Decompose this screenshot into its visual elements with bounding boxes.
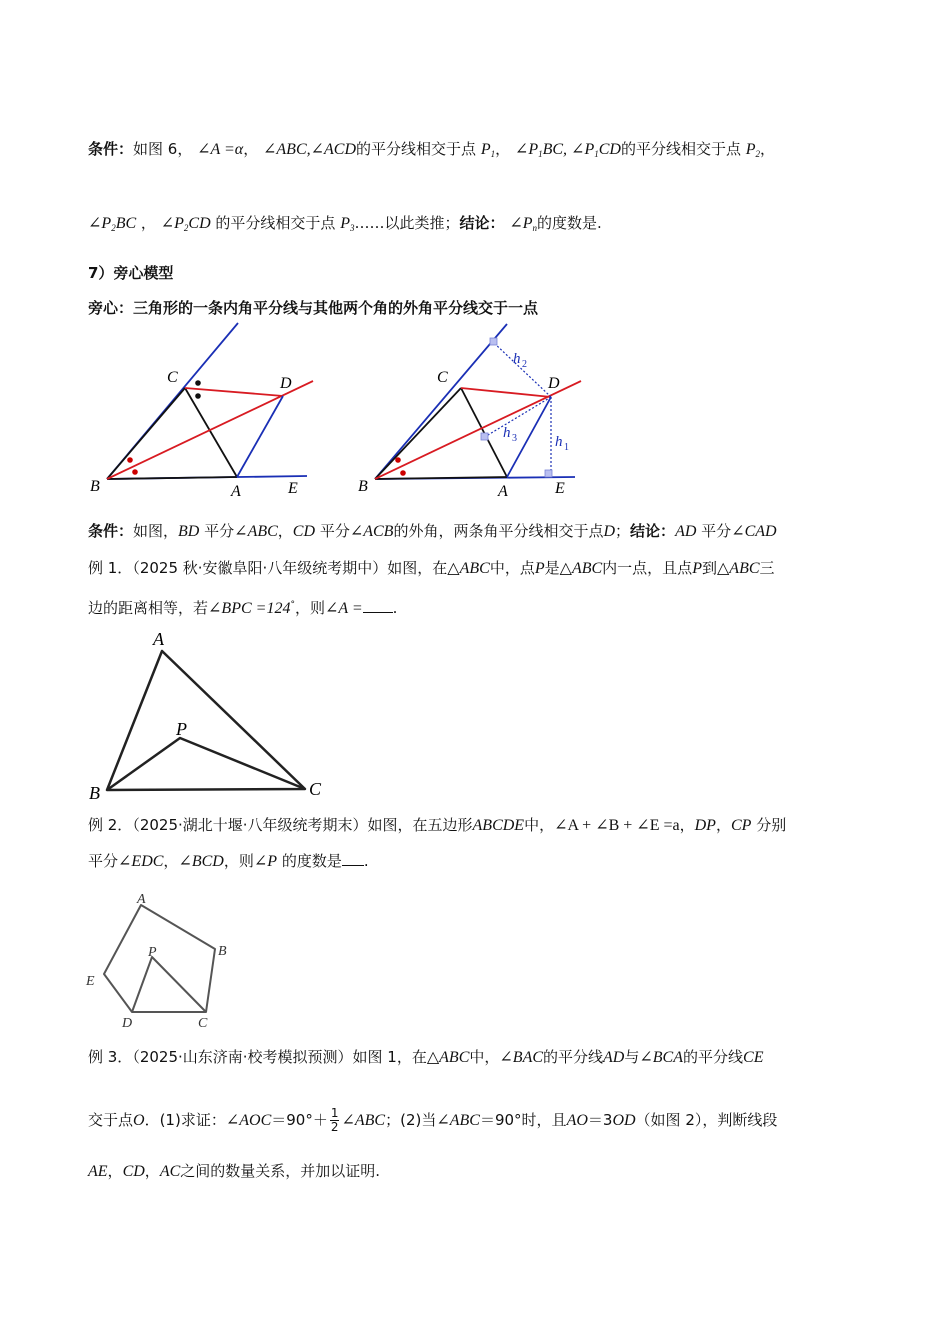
text: ， (679, 816, 695, 834)
text: 平分 (204, 522, 235, 540)
angle-sum: ∠A + ∠B + ∠E =a (554, 817, 680, 834)
angles-p1: $\angle P_1BC$, $\angle P_1CD$ (514, 141, 621, 159)
angle-bpc: ∠BPC =124 (208, 600, 291, 617)
text: 平分 (88, 852, 119, 870)
text: ， (140, 214, 156, 232)
text: 的外角，两条角平分线相交于点 (393, 522, 604, 540)
text: ；(2)当 (385, 1111, 437, 1129)
label-a: A (137, 892, 146, 907)
text: 是 (544, 559, 560, 577)
text: ， (144, 1162, 160, 1180)
label-h2: h (513, 351, 521, 367)
answer-blank[interactable] (342, 851, 364, 866)
example3-line2 (88, 1107, 777, 1134)
point-o: O (133, 1112, 145, 1129)
segment-ac: AC (159, 1163, 181, 1180)
label-h3-sub: 3 (512, 433, 517, 444)
condition-label: 条件： (88, 522, 134, 540)
text: ，则 (294, 599, 325, 617)
angle-p2bc: $\angle P_2BC$ (88, 215, 137, 233)
label-h2-sub: 2 (522, 359, 527, 370)
example-label: 例 2． (88, 816, 133, 834)
text: ＝90°时，且 (479, 1111, 567, 1129)
text: （2025·山东济南·校考模拟预测）如图 1，在 (132, 1048, 427, 1066)
segment-ad: AD (675, 523, 697, 540)
fraction-one-half: $\frac{1}{2}$ (330, 1106, 339, 1134)
example3-line3 (88, 1160, 380, 1183)
text: 交于点 (88, 1111, 134, 1129)
label-p: P (148, 945, 157, 960)
point-d: D (603, 523, 616, 540)
segment-cd: CD (292, 523, 316, 540)
label-a: A (153, 629, 164, 649)
text: （2025 秋·安徽阜阳·八年级统考期中）如图，在 (132, 559, 448, 577)
segment-ce: CE (743, 1049, 764, 1066)
angle-cad: ∠CAD (731, 523, 777, 540)
example-label: 例 1． (88, 559, 133, 577)
text: ．(1)求证： (144, 1111, 226, 1129)
point-p3: $P_3$ (340, 215, 355, 233)
label-h1: h (555, 434, 563, 450)
label-b: B (358, 478, 368, 495)
text: 边的距离相等，若 (88, 599, 209, 617)
label-b: B (218, 944, 227, 959)
point-p2: $P_2$ (745, 141, 761, 159)
label-a: A (498, 483, 508, 500)
example2-figure (82, 888, 242, 1033)
label-e: E (555, 480, 565, 497)
condition-label: 条件： (88, 140, 134, 158)
triangle-abc: △ABC (716, 560, 760, 577)
label-p: P (176, 719, 187, 739)
conclusion-label: 结论： (459, 214, 505, 232)
triangle-abc: △ABC (559, 560, 603, 577)
point-p: P (692, 560, 702, 577)
label-h1-sub: 1 (564, 442, 569, 453)
segment-cp: CP (730, 817, 752, 834)
text: 的度数是. (537, 214, 602, 232)
text: 平分 (319, 522, 350, 540)
angle-bac: ∠BAC (499, 1049, 544, 1066)
text: ， (243, 140, 259, 158)
condition7-line (88, 520, 777, 543)
text: 与 (624, 1048, 640, 1066)
angle-abc: ∠ABC (234, 523, 278, 540)
text: ， (107, 1162, 123, 1180)
text: （如图 2），判断线段 (635, 1111, 778, 1129)
pentagon-abcde: ABCDE (472, 817, 525, 834)
label-a: A (231, 483, 241, 500)
text: ， (760, 140, 776, 158)
label-b: B (89, 783, 100, 803)
text: ， (277, 522, 293, 540)
label-e: E (86, 974, 95, 989)
angle-p2cd: $\angle P_2CD$ (160, 215, 211, 233)
text: ， (715, 816, 731, 834)
degree: ° (290, 600, 295, 610)
angle-acb: ∠ACB (349, 523, 394, 540)
text: ，则 (223, 852, 254, 870)
condition6-line1 (88, 138, 775, 165)
text: 平分 (701, 522, 732, 540)
text: 分别 (756, 816, 787, 834)
segment-od: OD (612, 1112, 636, 1129)
text: 如图， (133, 522, 179, 540)
text: （2025·湖北十堰·八年级统考期末）如图，在五边形 (132, 816, 473, 834)
text: 的平分线相交于点 (215, 214, 336, 232)
text: 的平分线 (683, 1048, 744, 1066)
text: ； (615, 522, 631, 540)
label-d: D (280, 375, 292, 392)
label-c: C (198, 1016, 208, 1031)
angle-bca: ∠BCA (639, 1049, 683, 1066)
angle-abc: ∠ABC (436, 1112, 480, 1129)
example1-figure (85, 625, 330, 805)
angle-edc: ∠EDC (118, 853, 164, 870)
text: 的度数是 (281, 852, 342, 870)
section-title: 7）旁心模型 (88, 264, 174, 282)
angle-aoc: ∠AOC (225, 1112, 272, 1129)
triangle-abc: △ABC (426, 1049, 470, 1066)
text: 中， (524, 816, 555, 834)
label-b: B (90, 478, 100, 495)
angle-a: ∠A = (324, 600, 363, 617)
point-p: P (534, 560, 545, 577)
angle-bcd: ∠BCD (178, 853, 224, 870)
text: ＝90°＋ (271, 1111, 328, 1129)
conclusion-label: 结论： (630, 522, 676, 540)
text: . (363, 852, 369, 870)
angle-pn: $\angle P_n$ (509, 215, 537, 233)
label-e: E (288, 480, 298, 497)
segment-ad: AD (603, 1049, 625, 1066)
example-label: 例 3． (88, 1048, 133, 1066)
text: 中，点 (489, 559, 535, 577)
angle-a-alpha: ∠A =α (197, 141, 244, 158)
condition6-line2 (88, 212, 602, 239)
text: ， (495, 140, 511, 158)
label-c: C (309, 779, 322, 799)
answer-blank[interactable] (363, 598, 393, 613)
example1-line2 (88, 594, 397, 620)
angle-abc: ∠ABC (341, 1112, 386, 1129)
text: ……以此类推； (354, 214, 460, 232)
label-d: D (122, 1016, 133, 1031)
label-c: C (167, 369, 178, 386)
text: . (392, 599, 398, 617)
segment-cd: CD (122, 1163, 145, 1180)
text: 内一点，且点 (602, 559, 693, 577)
excenter-figure-right (355, 320, 595, 502)
label-d: D (548, 375, 560, 392)
text: ＝3 (587, 1111, 613, 1129)
label-c: C (437, 369, 448, 386)
text: 之间的数量关系，并加以证明. (180, 1162, 381, 1180)
text: 三 (759, 559, 775, 577)
example1-line1 (88, 557, 775, 580)
segment-ae: AE (88, 1163, 108, 1180)
segment-dp: DP (694, 817, 716, 834)
example3-line1 (88, 1046, 763, 1069)
label-h3: h (503, 425, 511, 441)
example2-line1 (88, 814, 786, 837)
segment-ao: AO (566, 1112, 588, 1129)
text: 的平分线相交于点 (620, 140, 741, 158)
point-p1: $P_1$ (480, 141, 496, 159)
excenter-figure-left (85, 320, 325, 500)
triangle-abc: △ABC (447, 560, 490, 577)
angle-p: ∠P (253, 853, 278, 870)
text: ， (163, 852, 179, 870)
example2-line2 (88, 850, 369, 873)
segment-bd: BD (178, 523, 200, 540)
text: 如图 6， (133, 140, 193, 158)
text: 到 (701, 559, 717, 577)
text: 的平分线 (543, 1048, 604, 1066)
text: 中， (469, 1048, 500, 1066)
section-definition: 旁心：三角形的一条内角平分线与其他两个角的外角平分线交于一点 (88, 299, 539, 317)
angles-abc-acd: ∠ABC,∠ACD (263, 141, 357, 158)
text: 的平分线相交于点 (356, 140, 477, 158)
